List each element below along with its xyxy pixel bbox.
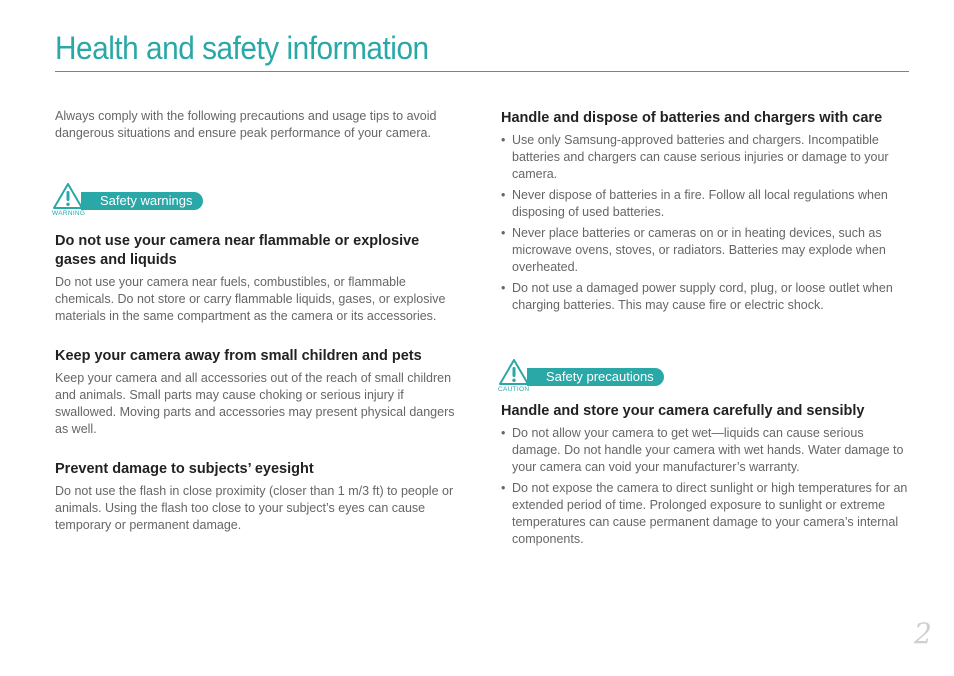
- title-rule: [55, 71, 909, 72]
- section-heading-handle-store: Handle and store your camera carefully and sensibly: [501, 403, 865, 419]
- safety-precautions-label: [498, 358, 911, 394]
- section-body-flammable: Do not use your camera near fuels, combustibles, or flammable chemicals. Do not store or carry flammable liquids, gases, or explosive materials in the same compartment as the camera or its accessories.: [55, 275, 446, 323]
- list-item: • Do not allow your camera to get wet—liquids can cause serious damage. Do not handle your camera with wet hands. Water damage to your camera can void your manufacturer’s warranty.: [501, 425, 911, 476]
- page-number: 2: [914, 617, 932, 650]
- list-item: • Do not expose the camera to direct sunlight or high temperatures for an extended period of time. Prolonged exposure to sunlight or extreme temperatures can cause permanent damage to your camera’s internal components.: [501, 480, 911, 548]
- page-title: Health and safety information: [55, 30, 429, 66]
- list-item: • Never place batteries or cameras on or in heating devices, such as microwave ovens, stoves, or radiators. Batteries may explode when overheated.: [501, 225, 911, 276]
- list-item: • Do not use a damaged power supply cord, plug, or loose outlet when charging batteries. This may cause fire or electric shock.: [501, 280, 911, 314]
- safety-precautions-pill: Safety precautions: [527, 368, 664, 386]
- section-body-children: Keep your camera and all accessories out of the reach of small children and animals. Small parts may cause choking or serious injury if swallowed. Moving parts and accessories may present physical dangers as well.: [55, 371, 455, 436]
- list-item: • Never dispose of batteries in a fire. Follow all local regulations when disposing of used batteries.: [501, 187, 911, 221]
- warning-triangle-icon: [52, 182, 84, 210]
- section-body-eyesight: Do not use the flash in close proximity (closer than 1 m/3 ft) to people or animals. Using the flash too close to your subject’s eyes can cause temporary or permanent damage.: [55, 484, 454, 532]
- section-heading-flammable: Do not use your camera near flammable or explosive gases and liquids: [55, 233, 420, 268]
- section-heading-eyesight: Prevent damage to subjects’ eyesight: [55, 461, 314, 477]
- handle-store-bullet-list: [501, 425, 911, 548]
- safety-warnings-pill: Safety warnings: [81, 192, 203, 210]
- safety-warnings-label: [52, 182, 460, 218]
- list-item: • Use only Samsung-approved batteries and chargers. Incompatible batteries and chargers can cause serious injuries or damage to your camera.: [501, 132, 911, 183]
- left-column: [52, 108, 460, 534]
- intro-text: Always comply with the following precautions and usage tips to avoid dangerous situations and ensure peak performance of your camera.: [55, 109, 437, 140]
- section-heading-children: Keep your camera away from small children and pets: [55, 348, 422, 364]
- caution-word: CAUTION: [498, 386, 530, 393]
- warning-word: WARNING: [52, 210, 86, 217]
- batteries-bullet-list: [501, 132, 911, 314]
- right-column: [498, 109, 911, 552]
- section-heading-batteries: Handle and dispose of batteries and chargers with care: [501, 110, 883, 126]
- caution-triangle-icon: [498, 358, 530, 386]
